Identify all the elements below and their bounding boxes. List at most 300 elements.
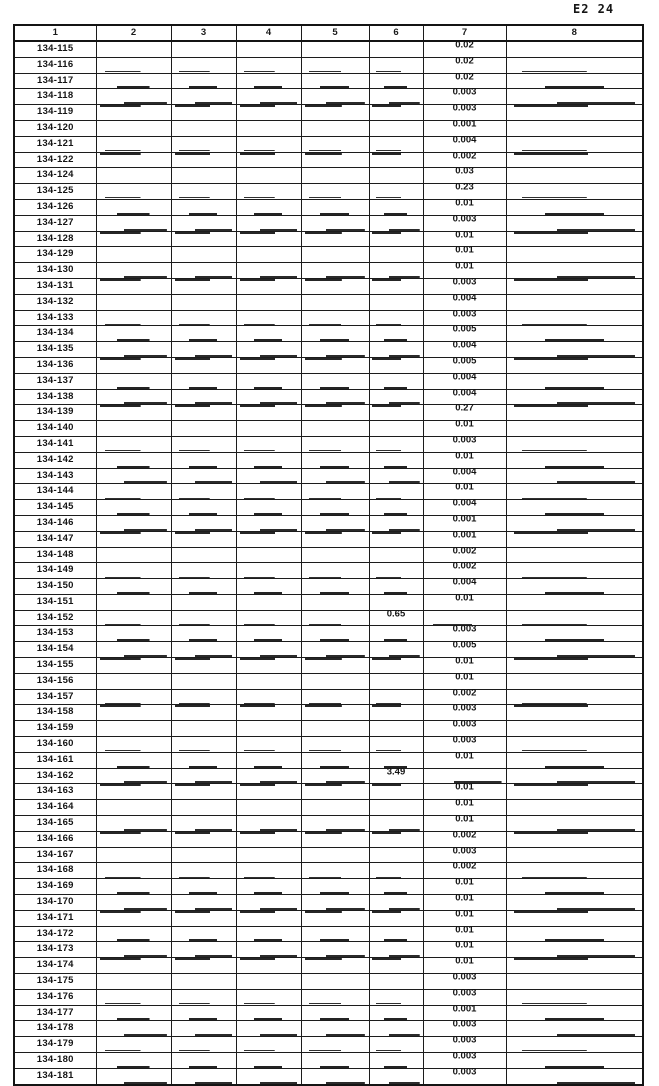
empty-cell [301,389,369,405]
empty-cell [96,152,171,168]
empty-cell [506,41,643,57]
empty-cell [236,199,301,215]
empty-cell [96,199,171,215]
empty-cell [301,421,369,437]
table-row [14,594,643,610]
row-id: 134-134 [14,326,96,342]
cell-value: 0.01 [455,450,474,462]
empty-cell [171,910,236,926]
empty-cell [301,784,369,800]
empty-cell [96,563,171,579]
empty-cell [506,989,643,1005]
empty-cell [369,863,423,879]
empty-cell [96,57,171,73]
table-row [14,468,643,484]
empty-cell [301,152,369,168]
row-id: 134-172 [14,926,96,942]
empty-cell [236,895,301,911]
table-row [14,831,643,847]
empty-cell [369,215,423,231]
empty-cell [301,531,369,547]
empty-cell [506,310,643,326]
empty-cell [301,515,369,531]
empty-cell [506,737,643,753]
empty-cell [301,452,369,468]
empty-cell [369,184,423,200]
cell-value: 0.002 [452,150,477,162]
empty-cell [96,89,171,105]
row-id: 134-156 [14,673,96,689]
table-row [14,847,643,863]
empty-cell [506,831,643,847]
empty-cell [96,436,171,452]
empty-cell [236,547,301,563]
cell-value: 0.01 [455,781,474,793]
empty-cell [301,294,369,310]
table-row [14,373,643,389]
cell-value: 0.003 [452,845,477,857]
empty-cell [369,958,423,974]
empty-cell [96,768,171,784]
cell-value: 0.005 [452,639,477,651]
empty-cell [171,531,236,547]
table-row [14,294,643,310]
row-id: 134-116 [14,57,96,73]
row-id: 134-174 [14,958,96,974]
empty-cell [171,642,236,658]
empty-cell [96,579,171,595]
empty-cell [369,515,423,531]
empty-cell [506,895,643,911]
empty-cell [171,373,236,389]
empty-cell [236,958,301,974]
empty-cell [236,1037,301,1053]
empty-cell [506,626,643,642]
empty-cell [171,231,236,247]
empty-cell [236,863,301,879]
empty-cell [96,1068,171,1084]
row-id: 134-168 [14,863,96,879]
empty-cell [96,800,171,816]
empty-cell [301,752,369,768]
empty-cell [369,326,423,342]
empty-cell [369,547,423,563]
table-row [14,500,643,516]
empty-cell [301,263,369,279]
table-row [14,531,643,547]
empty-cell [236,531,301,547]
empty-cell [506,658,643,674]
empty-cell [369,1053,423,1069]
table-row [14,263,643,279]
empty-cell [96,500,171,516]
empty-cell [96,895,171,911]
empty-cell [236,421,301,437]
empty-cell [301,57,369,73]
empty-cell [506,942,643,958]
empty-cell [506,357,643,373]
table-row [14,405,643,421]
table-row [14,800,643,816]
cell-value: 0.01 [455,908,474,920]
empty-cell [506,673,643,689]
empty-cell [301,199,369,215]
table-row [14,879,643,895]
table-row [14,895,643,911]
empty-cell [171,626,236,642]
empty-cell [369,263,423,279]
empty-cell [369,989,423,1005]
table-row [14,926,643,942]
table-row [14,357,643,373]
empty-cell [506,152,643,168]
row-id: 134-167 [14,847,96,863]
row-id: 134-128 [14,231,96,247]
empty-cell [369,1005,423,1021]
header-row [14,25,643,41]
empty-cell [236,1005,301,1021]
empty-cell [301,642,369,658]
cell-value: 0.003 [452,308,477,320]
table-row [14,1005,643,1021]
table-row [14,278,643,294]
empty-cell [301,831,369,847]
value-cell [423,752,506,768]
row-id: 134-135 [14,342,96,358]
column-header-7: 7 [423,25,506,41]
cell-value: 0.003 [452,971,477,983]
empty-cell [369,737,423,753]
empty-cell [506,958,643,974]
empty-cell [236,752,301,768]
row-id: 134-124 [14,168,96,184]
empty-cell [236,721,301,737]
empty-cell [506,89,643,105]
column-header-1: 1 [14,25,96,41]
table-row [14,73,643,89]
empty-cell [96,816,171,832]
row-id: 134-153 [14,626,96,642]
table-row [14,958,643,974]
empty-cell [236,816,301,832]
empty-cell [171,926,236,942]
empty-cell [301,673,369,689]
row-id: 134-144 [14,484,96,500]
empty-cell [369,579,423,595]
table-row [14,579,643,595]
empty-cell [301,184,369,200]
empty-cell [301,895,369,911]
empty-cell [506,974,643,990]
empty-cell [96,1053,171,1069]
empty-cell [301,737,369,753]
empty-cell [506,784,643,800]
empty-cell [369,847,423,863]
empty-cell [236,215,301,231]
empty-cell [171,658,236,674]
empty-cell [96,184,171,200]
table-row [14,484,643,500]
empty-cell [171,1037,236,1053]
table-row [14,310,643,326]
empty-cell [301,547,369,563]
cell-value: 0.01 [455,244,474,256]
row-id: 134-171 [14,910,96,926]
value-cell [423,594,506,610]
empty-cell [96,721,171,737]
table-row [14,642,643,658]
empty-cell [171,673,236,689]
empty-cell [301,879,369,895]
empty-cell [96,326,171,342]
empty-cell [369,895,423,911]
empty-cell [301,73,369,89]
empty-cell [171,784,236,800]
empty-cell [301,310,369,326]
empty-cell [171,342,236,358]
empty-cell [506,326,643,342]
empty-cell [506,57,643,73]
table-row [14,136,643,152]
empty-cell [301,278,369,294]
empty-cell [171,879,236,895]
empty-cell [236,468,301,484]
row-id: 134-138 [14,389,96,405]
row-id: 134-119 [14,105,96,121]
empty-cell [96,231,171,247]
empty-cell [506,231,643,247]
empty-cell [506,184,643,200]
empty-cell [171,863,236,879]
empty-cell [301,705,369,721]
empty-cell [96,73,171,89]
empty-cell [171,895,236,911]
empty-cell [369,974,423,990]
value-cell [369,610,423,626]
empty-cell [96,784,171,800]
empty-cell [96,910,171,926]
empty-cell [301,658,369,674]
empty-cell [369,705,423,721]
table-row [14,389,643,405]
empty-cell [236,41,301,57]
cell-value: 0.001 [452,529,477,541]
cell-value: 0.01 [455,939,474,951]
empty-cell [236,484,301,500]
empty-cell [506,105,643,121]
table-row [14,721,643,737]
empty-cell [236,1021,301,1037]
row-id: 134-160 [14,737,96,753]
row-id: 134-146 [14,515,96,531]
empty-cell [171,468,236,484]
empty-cell [171,41,236,57]
empty-cell [506,1037,643,1053]
row-id: 134-173 [14,942,96,958]
cell-value: 3.49 [386,766,406,778]
empty-cell [506,389,643,405]
empty-cell [171,215,236,231]
cell-value: 0.02 [455,39,474,51]
empty-cell [506,73,643,89]
row-id: 134-181 [14,1068,96,1084]
empty-cell [171,73,236,89]
cell-value: 0.27 [455,402,474,414]
empty-cell [96,673,171,689]
empty-cell [301,105,369,121]
table-row [14,768,643,784]
table-row [14,989,643,1005]
empty-cell [301,989,369,1005]
empty-cell [301,926,369,942]
column-header-4: 4 [236,25,301,41]
empty-cell [96,926,171,942]
empty-cell [96,1037,171,1053]
table-row [14,1021,643,1037]
column-header-3: 3 [171,25,236,41]
cell-value: 0.004 [452,576,477,588]
empty-cell [171,1053,236,1069]
empty-cell [506,263,643,279]
empty-cell [96,310,171,326]
empty-cell [369,879,423,895]
row-id: 134-150 [14,579,96,595]
empty-cell [301,231,369,247]
empty-cell [506,594,643,610]
cell-value: 0.003 [452,702,477,714]
empty-cell [369,89,423,105]
empty-cell [369,247,423,263]
table-row [14,326,643,342]
table-row [14,610,643,626]
cell-value: 0.23 [455,181,474,193]
empty-cell [301,120,369,136]
empty-cell [506,120,643,136]
empty-cell [506,705,643,721]
empty-cell [171,421,236,437]
empty-cell [506,879,643,895]
empty-cell [506,215,643,231]
table-row [14,199,643,215]
cell-value: 0.01 [455,924,474,936]
empty-cell [236,910,301,926]
empty-cell [236,800,301,816]
empty-cell [171,136,236,152]
empty-cell [236,120,301,136]
empty-cell [171,500,236,516]
empty-cell [236,89,301,105]
empty-cell [171,247,236,263]
table-row [14,231,643,247]
empty-cell [236,105,301,121]
empty-cell [96,373,171,389]
empty-cell [301,500,369,516]
empty-cell [301,942,369,958]
empty-cell [369,41,423,57]
table-row [14,152,643,168]
empty-cell [236,1068,301,1084]
empty-cell [301,689,369,705]
empty-cell [506,278,643,294]
table-row [14,910,643,926]
cell-value: 0.03 [455,165,474,177]
empty-cell [301,721,369,737]
empty-cell [301,816,369,832]
empty-cell [301,136,369,152]
empty-cell [301,468,369,484]
empty-cell [96,263,171,279]
empty-cell [96,1005,171,1021]
empty-cell [301,215,369,231]
table-row [14,547,643,563]
table-row [14,515,643,531]
empty-cell [236,152,301,168]
row-id: 134-143 [14,468,96,484]
empty-cell [96,610,171,626]
empty-cell [369,784,423,800]
empty-cell [506,468,643,484]
row-id: 134-161 [14,752,96,768]
cell-value: 0.004 [452,339,477,351]
empty-cell [506,1021,643,1037]
empty-cell [96,294,171,310]
table-row [14,942,643,958]
empty-cell [236,500,301,516]
empty-cell [506,1068,643,1084]
empty-cell [301,41,369,57]
empty-cell [96,642,171,658]
row-id: 134-139 [14,405,96,421]
empty-cell [506,752,643,768]
page-label: E2 24 [573,2,615,16]
row-id: 134-157 [14,689,96,705]
empty-cell [506,800,643,816]
row-id: 134-137 [14,373,96,389]
row-id: 134-131 [14,278,96,294]
empty-cell [96,515,171,531]
empty-cell [171,405,236,421]
empty-cell [96,1021,171,1037]
cell-value: 0.01 [455,813,474,825]
empty-cell [369,231,423,247]
empty-cell [369,310,423,326]
empty-cell [236,357,301,373]
row-id: 134-121 [14,136,96,152]
empty-cell [171,515,236,531]
row-id: 134-176 [14,989,96,1005]
empty-cell [369,816,423,832]
empty-cell [171,89,236,105]
cell-value: 0.005 [452,323,477,335]
empty-cell [171,768,236,784]
empty-cell [369,1021,423,1037]
empty-cell [506,689,643,705]
empty-cell [171,184,236,200]
empty-cell [301,484,369,500]
empty-cell [369,357,423,373]
data-table [13,24,644,1086]
row-id: 134-136 [14,357,96,373]
empty-cell [301,768,369,784]
empty-cell [96,594,171,610]
empty-cell [96,831,171,847]
empty-cell [369,405,423,421]
empty-cell [369,342,423,358]
empty-cell [369,484,423,500]
cell-value: 0.003 [452,987,477,999]
empty-cell [301,626,369,642]
table-row [14,89,643,105]
